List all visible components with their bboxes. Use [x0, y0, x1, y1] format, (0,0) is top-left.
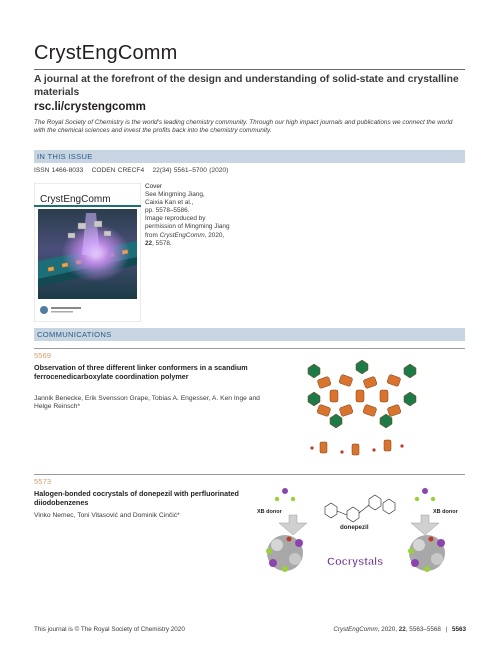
footer-copyright: This journal is © The Royal Society of Chemistry 2020: [34, 626, 185, 633]
cover-label: Cover: [145, 183, 163, 190]
footer-separator: |: [445, 626, 448, 633]
cover-credit-volume: 22: [145, 239, 153, 247]
cover-credit-1: Image reproduced by: [145, 215, 206, 223]
xb-donor-label-left: XB donor: [257, 509, 282, 515]
cover-credit-4: 22, 5578.: [145, 239, 172, 247]
footer-journal: CrystEngComm: [333, 626, 378, 633]
cover-caption: [145, 183, 240, 248]
article-divider: [34, 474, 465, 475]
article-page-number: 5573: [34, 477, 52, 486]
title-divider: [34, 69, 465, 70]
footer-volume: 22: [398, 626, 406, 633]
section-heading: COMMUNICATIONS: [37, 329, 112, 339]
cover-image-title: CrystEngComm: [40, 194, 111, 205]
journal-title: CrystEngComm: [34, 42, 178, 64]
article-authors: Vinko Nemec, Toni Vitasović and Dominik Cinčić*: [34, 512, 180, 519]
toc-graphic-donepezil-cocrystals: [255, 485, 465, 595]
section-heading: IN THIS ISSUE: [37, 151, 93, 161]
cover-pages: pp. 5578–5586.: [145, 207, 190, 215]
cover-credit-3: from CrystEngComm, 2020,: [145, 231, 225, 239]
section-bar-in-this-issue: [34, 150, 465, 163]
toc-graphic-scandium-framework: [300, 360, 425, 465]
cover-credit-2: permission of Mingming Jiang: [145, 223, 230, 231]
donepezil-label: donepezil: [340, 524, 369, 531]
footer-citation: CrystEngComm, 2020, 22, 5563–5568 | 5563: [333, 626, 466, 633]
section-bar-communications: [34, 328, 465, 341]
xb-donor-label-right: XB donor: [433, 509, 458, 515]
cover-image[interactable]: [34, 183, 141, 322]
cocrystals-label: Cocrystals: [327, 556, 384, 568]
article-authors: Jannik Benecke, Erik Svensson Grape, Tobias A. Engesser, A. Ken Inge and Helge Reinsch*: [34, 395, 260, 411]
coden: CODEN CRECF4: [91, 167, 145, 174]
article-title-link[interactable]: Halogen-bonded cocrystals of donepezil with perfluorinated diiodobenzenes: [34, 489, 239, 507]
article-title-link[interactable]: Observation of three different linker conformers in a scandium ferrocenedicarboxylate coordination polymer: [34, 363, 248, 381]
cover-see-line: See Mingming Jiang,: [145, 191, 205, 199]
article-divider: [34, 348, 465, 349]
issn-line: [34, 167, 234, 174]
cover-credit-journal: CrystEngComm: [159, 231, 205, 239]
rsc-statement: The Royal Society of Chemistry is the world's leading chemistry community. Through our high impact journals and publications we connect the world with the chemical sciences and invest the profits back into the chemistry community.: [34, 119, 453, 135]
footer-page-number: 5563: [451, 626, 466, 633]
cover-authors: Caixia Kan et al.,: [145, 199, 194, 207]
article-page-number: 5569: [34, 351, 52, 360]
journal-tagline: A journal at the forefront of the design and understanding of solid-state and crystalline materials: [34, 74, 459, 98]
journal-url-link[interactable]: rsc.li/crystengcomm: [34, 101, 146, 113]
issn: ISSN 1466-8033: [34, 167, 84, 174]
issue-info: 22(34) 5561–5700 (2020): [152, 167, 229, 174]
